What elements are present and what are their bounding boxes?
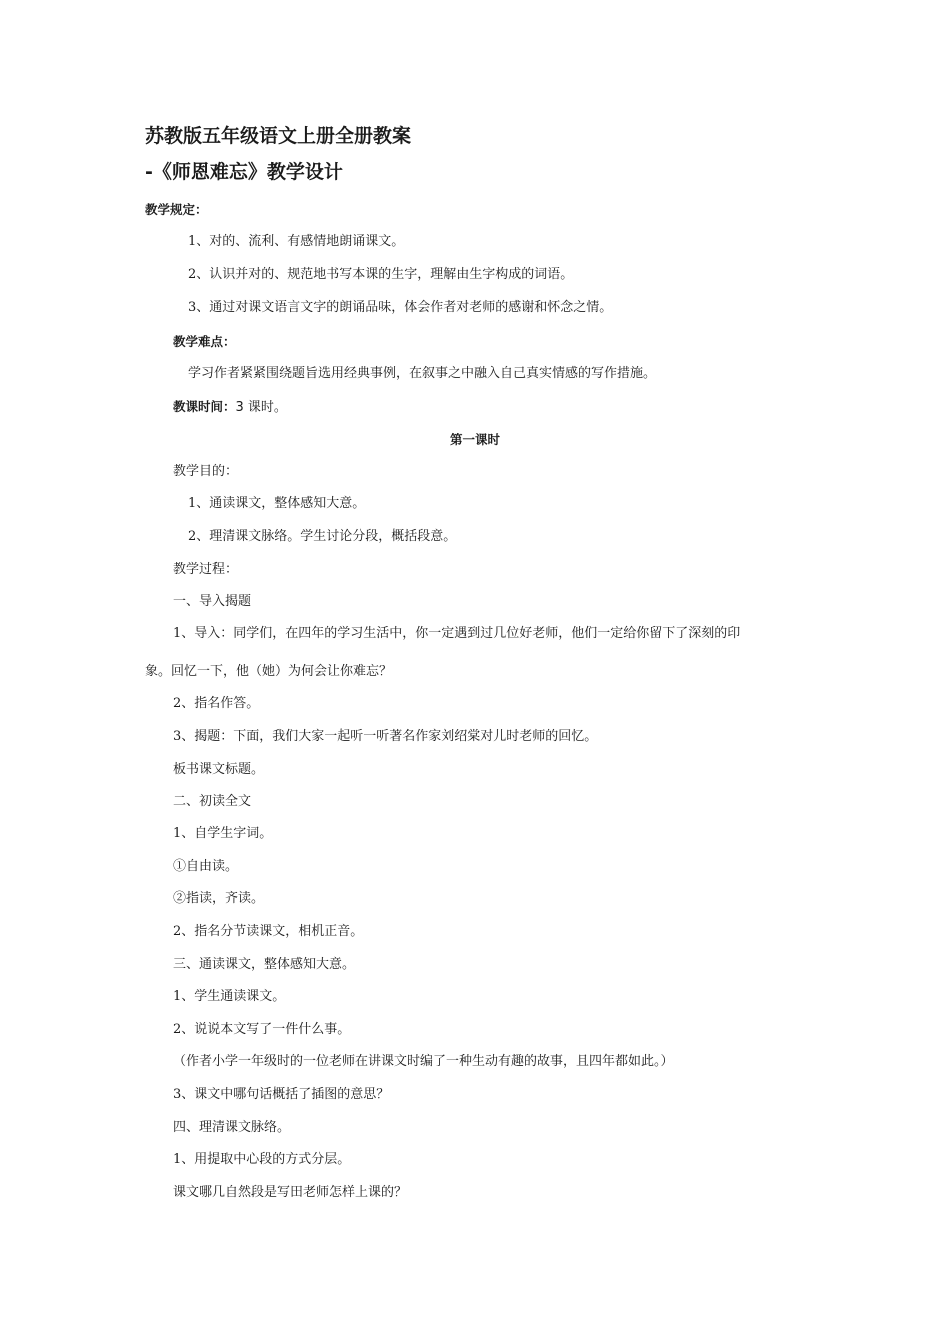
process-line: 2、说说本文写了一件什么事。: [173, 1022, 351, 1037]
process-line: （作者小学一年级时的一位老师在讲课文时编了一种生动有趣的故事，且四年都如此。）: [173, 1054, 674, 1069]
process-line: 1、自学生字词。: [173, 826, 273, 841]
process-line: 三、通读课文，整体感知大意。: [173, 957, 356, 972]
process-line: 1、学生通读课文。: [173, 989, 286, 1004]
objective-item: 2、理清课文脉络。学生讨论分段，概括段意。: [188, 529, 457, 544]
document-title: 苏教版五年级语文上册全册教案: [145, 125, 412, 147]
process-label: 教学过程：: [173, 562, 239, 577]
process-line: 2、指名分节读课文，相机正音。: [173, 924, 364, 939]
process-line: 3、课文中哪句话概括了插图的意思？: [173, 1087, 390, 1102]
process-line: 课文哪几自然段是写田老师怎样上课的？: [173, 1185, 408, 1200]
process-line: ②指读，齐读。: [173, 891, 265, 906]
time-value: 3 课时。: [235, 400, 287, 415]
teaching-time: [173, 398, 287, 417]
process-line: 象。回忆一下，他（她）为何会让你难忘？: [145, 664, 393, 679]
lesson-heading: 第一课时: [449, 432, 500, 447]
document-subtitle: -《师恩难忘》教学设计: [145, 161, 343, 183]
requirement-item: 3、通过对课文语言文字的朗诵品味，体会作者对老师的感谢和怀念之情。: [188, 300, 613, 315]
objective-item: 1、通读课文，整体感知大意。: [188, 496, 366, 511]
difficulty-text: 学习作者紧紧围绕题旨选用经典事例，在叙事之中融入自己真实情感的写作措施。: [188, 366, 657, 381]
difficulty-heading: 教学难点：: [173, 334, 236, 349]
process-line: 板书课文标题。: [173, 762, 265, 777]
process-line: 2、指名作答。: [173, 696, 260, 711]
requirement-item: 2、认识并对的、规范地书写本课的生字，理解由生字构成的词语。: [188, 267, 574, 282]
process-line: ①自由读。: [173, 859, 239, 874]
objectives-label: 教学目的：: [173, 464, 239, 479]
process-line: 二、初读全文: [173, 794, 252, 809]
requirement-item: 1、对的、流利、有感情地朗诵课文。: [188, 234, 405, 249]
time-heading: 教课时间：: [173, 399, 236, 414]
process-line: 1、导入：同学们，在四年的学习生活中，你一定遇到过几位好老师，他们一定给你留下了深刻的印: [173, 626, 741, 641]
process-line: 四、理清课文脉络。: [173, 1120, 291, 1135]
process-line: 3、揭题：下面，我们大家一起听一听著名作家刘绍棠对儿时老师的回忆。: [173, 729, 598, 744]
process-line: 1、用提取中心段的方式分层。: [173, 1152, 351, 1167]
requirements-heading: 教学规定：: [145, 202, 208, 217]
process-line: 一、导入揭题: [173, 594, 252, 609]
